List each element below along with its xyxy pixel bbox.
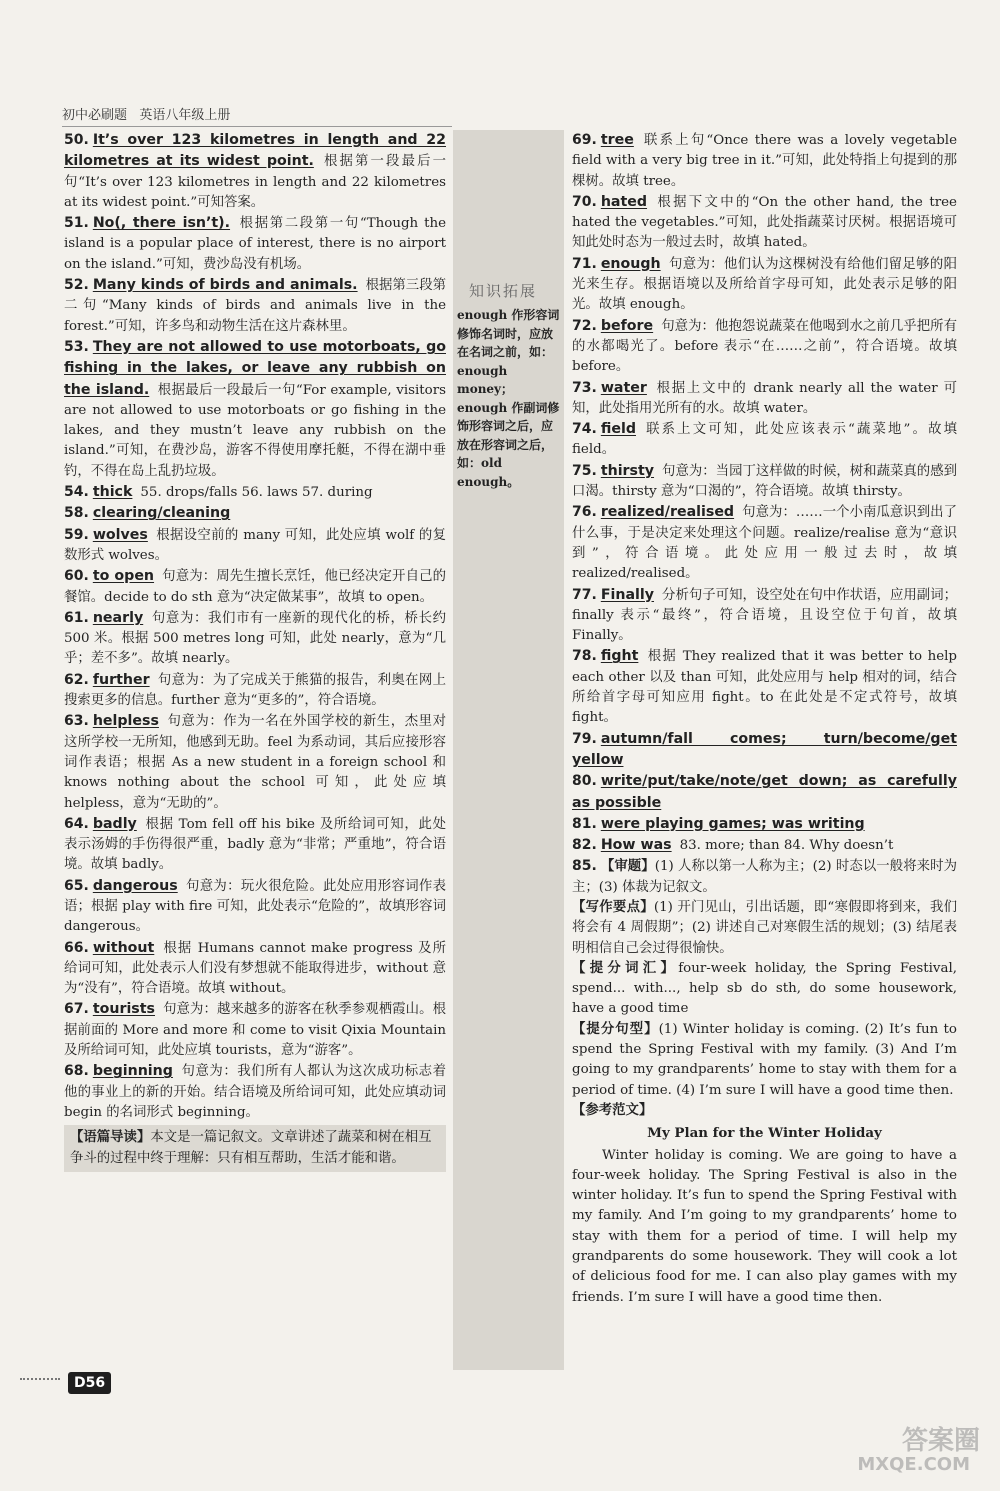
- item-explanation: 根据设空前的 many 可知，此处应填 wolf 的复数形式 wolves。: [64, 527, 446, 563]
- sidebar-text: enough 作形容词修饰名词时，应放在名词之前，如：enough money；enough 作副词修饰形容词之后，应放在形容词之后，如：old enough。: [457, 308, 560, 489]
- right-column: [572, 130, 957, 1308]
- item-number: 75.: [572, 462, 597, 479]
- subject-title: 英语八年级上册: [139, 108, 231, 123]
- item-number: 76.: [572, 504, 597, 521]
- item-answer: Finally: [600, 586, 655, 603]
- item-answer: nearly: [92, 609, 144, 626]
- knowledge-sidebar: [453, 130, 564, 1370]
- item-number: 68.: [64, 1063, 89, 1080]
- item-explanation: 句意为：为了完成关于熊猫的报告，利奥在网上搜索更多的信息。further 意为“更多的”，符合语境。: [64, 672, 446, 709]
- item-explanation: 句意为：他抱怨说蔬菜在他喝到水之前几乎把所有的水都喝光了。before 表示“在……之前”，符合语境。故填 before。: [572, 318, 957, 375]
- item-answer: It’s over 123 kilometres in length and 22 kilometres at its widest point.: [64, 132, 446, 170]
- answer-item: [64, 503, 446, 524]
- watermark-logo: 答案圈: [901, 1426, 980, 1456]
- item-explanation: 句意为：作为一名在外国学校的新生，杰里对这所学校一无所知，他感到无助。feel 为系动词，其后应接形容词作表语；根据 As a new student in a foreign school 和 knows nothing about the school 可知，此处应填 helpless，意为“无助的”。: [64, 714, 446, 811]
- item-number: 79.: [572, 730, 597, 747]
- item-answer: enough: [600, 255, 661, 272]
- left-column: [64, 130, 446, 1172]
- answer-item: [572, 835, 957, 856]
- item-answer: thick: [92, 484, 133, 501]
- item-answer: No(, there isn’t).: [92, 215, 231, 232]
- book-title: 初中必刷题: [62, 108, 128, 123]
- item-explanation: 句意为：我们所有人都认为这次成功标志着他的事业上的新的开始。结合语境及所给词可知，此处应填动词 begin 的名词形式 beginning。: [64, 1064, 446, 1120]
- answer-item: [64, 711, 446, 813]
- item-number: 54.: [64, 484, 89, 501]
- item-number: 61.: [64, 609, 89, 626]
- item-number: 67.: [64, 1001, 89, 1018]
- answer-item: [64, 938, 446, 1000]
- item-number: 50.: [64, 132, 89, 148]
- item-answer: autumn/fall comes; turn/become/get yellow: [572, 730, 957, 768]
- q85-vocab: [572, 959, 957, 1020]
- item-answer: helpless: [92, 713, 159, 730]
- item-number: 52.: [64, 277, 89, 294]
- item-answer: tourists: [92, 1001, 155, 1018]
- answer-item: [64, 275, 446, 337]
- answer-item: [572, 130, 957, 192]
- item-answer: thirsty: [600, 462, 655, 479]
- item-explanation: 根据第二段第一句“Though the island is a popular place of interest, there is no airport on the island.”可知，费沙岛没有机场。: [64, 216, 446, 272]
- item-answer: were playing games; was writing: [600, 815, 865, 832]
- item-number: 65.: [64, 877, 89, 894]
- answer-item: [572, 316, 957, 378]
- answer-item: [572, 771, 957, 814]
- answer-item: [64, 999, 446, 1061]
- item-answer: before: [600, 317, 654, 334]
- essay-body: Winter holiday is coming. We are going to have a four-week holiday. The Spring Festival is also in the winter holiday. It’s fun to spend the Spring Festival with my family. And I’m going to my grandparents’ home to stay with them for a period of time. I will help my grandparents do some housework. They will cook a lot of delicious food for me. I can also play games with my friends. I’m sure I will have a good time then.: [572, 1147, 957, 1305]
- item-explanation: 分析句子可知，设空处在句中作状语，应用副词；finally 表示“最终”，符合语境，且设空位于句首，故填 Finally。: [572, 587, 957, 644]
- answer-item: [64, 876, 446, 938]
- q85-points: [572, 898, 957, 959]
- item-answer: clearing/cleaning: [92, 505, 231, 522]
- answer-item: [572, 814, 957, 835]
- essay-title: My Plan for the Winter Holiday: [647, 1125, 882, 1142]
- q85-review: [572, 856, 957, 898]
- answer-item: [572, 502, 957, 584]
- q85-vocab-text: four-week holiday, the Spring Festival, spend... with..., help sb do sth, do some housework, have a good time: [572, 960, 957, 1017]
- item-answer: water: [600, 379, 647, 396]
- item-number: 80.: [572, 773, 597, 790]
- item-number: 74.: [572, 421, 597, 438]
- item-answer: wolves: [92, 526, 148, 543]
- item-answer: write/put/take/note/get down; as carefully as possible: [572, 773, 957, 811]
- item-explanation: 句意为：玩火很危险。此处应用形容词作表语；根据 play with fire 可知，此处表示“危险的”，故填形容词 dangerous。: [64, 878, 446, 935]
- item-explanation: 句意为：他们认为这棵树没有给他们留足够的阳光来生存。根据语境以及所给首字母可知，此处表示足够的阳光。故填 enough。: [572, 256, 957, 313]
- item-number: 71.: [572, 255, 597, 272]
- answer-item: [572, 585, 957, 647]
- q85-points-label: 【写作要点】: [572, 899, 654, 915]
- answer-item: [64, 525, 446, 567]
- q85-number: 85.: [572, 858, 597, 875]
- item-number: 58.: [64, 505, 89, 522]
- item-number: 62.: [64, 671, 89, 688]
- item-number: 70.: [572, 193, 597, 210]
- item-explanation: 根据第三段第二句“Many kinds of birds and animals live in the forest.”可知，许多鸟和动物生活在这片森林里。: [64, 278, 446, 334]
- page-number: D56: [68, 1372, 111, 1394]
- item-explanation: 55. drops/falls 56. laws 57. during: [140, 485, 373, 501]
- item-explanation: 联系上文可知，此处应该表示“蔬菜地”。故填 field。: [572, 422, 957, 458]
- reading-guide-text: 本文是一篇记叙文。文章讲述了蔬菜和树在相互争斗的过程中终于理解：只有相互帮助，生活才能和谐。: [70, 1130, 432, 1166]
- item-number: 53.: [64, 338, 89, 355]
- q85-review-text: (1) 人称以第一人称为主；(2) 时态以一般将来时为主；(3) 体裁为记叙文。: [572, 859, 958, 895]
- q85-review-label: 【审题】: [600, 859, 655, 875]
- item-explanation: 句意为：我们市有一座新的现代化的桥，桥长约 500 米。根据 500 metres long 可知，此处 nearly，意为“几乎；差不多”。故填 nearly。: [64, 610, 446, 667]
- answer-item: [572, 729, 957, 772]
- item-number: 60.: [64, 568, 89, 585]
- page-header: [62, 104, 230, 123]
- answer-item: [572, 254, 957, 316]
- answer-item: [64, 670, 446, 712]
- answer-item: [64, 337, 446, 482]
- watermark-url: MXQE.COM: [857, 1454, 970, 1475]
- item-answer: fight: [600, 648, 639, 665]
- item-answer: tree: [600, 132, 634, 148]
- item-explanation: 句意为：当园丁这样做的时候，树和蔬菜真的感到口渴。thirsty 意为“口渴的”，符合语境。故填 thirsty。: [572, 463, 957, 500]
- item-explanation: 根据下文中的“On the other hand, the tree hated the vegetables.”可知，此处指蔬菜讨厌树。根据语境可知此处时态为一般过去时，故填 hated。: [572, 194, 957, 251]
- answer-item: [64, 1061, 446, 1123]
- item-number: 81.: [572, 815, 597, 832]
- item-explanation: 根据 Humans cannot make progress 及所给词可知，此处表示人们没有梦想就不能取得进步，without 意为“没有”，符合语境。故填 without。: [64, 940, 446, 997]
- item-number: 78.: [572, 648, 597, 665]
- item-number: 77.: [572, 586, 597, 603]
- answer-item: [572, 461, 957, 503]
- header-rule: [62, 126, 452, 127]
- item-number: 59.: [64, 526, 89, 543]
- q85-sentences-label: 【提分句型】: [572, 1021, 659, 1037]
- answer-item: [64, 608, 446, 670]
- item-answer: to open: [92, 568, 155, 585]
- item-answer: Many kinds of birds and animals.: [92, 277, 358, 294]
- q85-sentences-text: (1) Winter holiday is coming. (2) It’s fun to spend the Spring Festival with my family. (3) And I’m going to my grandparents’ home to stay with them for a period of time. (4) I’m sure I will have a good time then.: [572, 1021, 957, 1098]
- item-explanation: 句意为：越来越多的游客在秋季参观栖霞山。根据前面的 More and more 和 come to visit Qixia Mountain 及所给词可知，此处应填 tourists，意为“游客”。: [64, 1002, 446, 1059]
- item-explanation: 根据上文中的 drank nearly all the water 可知，此处指用光所有的水。故填 water。: [572, 380, 957, 416]
- item-answer: hated: [600, 193, 648, 210]
- sidebar-title: 知识拓展: [469, 282, 538, 300]
- item-explanation: 根据 Tom fell off his bike 及所给词可知，此处表示汤姆的手伤得很严重，badly 意为“非常；严重地”，符合语境。故填 badly。: [64, 816, 446, 873]
- item-answer: badly: [92, 815, 137, 832]
- item-explanation: 根据 They realized that it was better to help each other 以及 than 可知，此处应用与 help 相对的词，结合所给首字母可知应用 fight。to 在此处是不定式符号，故填 fight。: [572, 649, 957, 726]
- item-explanation: 根据第一段最后一句“It’s over 123 kilometres in length and 22 kilometres at its widest point.”可知答案。: [64, 154, 446, 210]
- item-number: 82.: [572, 837, 597, 854]
- item-explanation: 根据最后一段最后一句“For example, visitors are not allowed to use motorboats or go fishing in the lakes, and they mustn’t leave any rubbish on the island.”可知，在费沙岛，游客不得使用摩托艇，不得在湖中垂钓，不得在岛上乱扔垃圾。: [64, 382, 446, 479]
- item-number: 64.: [64, 815, 89, 832]
- q85-sample-label: 【参考范文】: [572, 1102, 653, 1118]
- item-answer: dangerous: [92, 877, 178, 894]
- q85-points-text: (1) 开门见山，引出话题，即“寒假即将到来，我们将会有 4 周假期”；(2) 讲述自己对寒假生活的规划；(3) 结尾表明相信自己会过得很愉快。: [572, 899, 958, 956]
- item-explanation: 联系上句“Once there was a lovely vegetable field with a very big tree in it.”可知，此处特指上句提到的那棵树。故填 tree。: [572, 133, 957, 189]
- item-explanation: 83. more; than 84. Why doesn’t: [679, 838, 894, 854]
- reading-guide-box: [64, 1125, 446, 1172]
- q85-sentences: [572, 1020, 957, 1101]
- answer-item: [572, 378, 957, 420]
- item-answer: realized/realised: [600, 504, 735, 521]
- answer-item: [64, 482, 446, 503]
- item-number: 69.: [572, 132, 597, 148]
- reading-guide-label: 【语篇导读】: [70, 1130, 151, 1146]
- answer-item: [572, 419, 957, 461]
- item-answer: They are not allowed to use motorboats, go fishing in the lakes, or leave any rubbish on the island.: [64, 338, 446, 398]
- answer-item: [64, 566, 446, 608]
- answer-item: [572, 192, 957, 254]
- q85-vocab-label: 【提分词汇】: [572, 960, 679, 976]
- item-explanation: 句意为：……一个小南瓜意识到出了什么事，于是决定来处理这个问题。realize/realise 意为“意识到”，符合语境。此处应用一般过去时，故填 realized/realised。: [572, 505, 957, 582]
- item-number: 73.: [572, 379, 597, 396]
- item-answer: field: [600, 421, 636, 438]
- answer-item: [64, 213, 446, 275]
- item-answer: beginning: [92, 1063, 173, 1080]
- item-number: 51.: [64, 215, 89, 232]
- answer-item: [64, 130, 446, 213]
- item-number: 63.: [64, 713, 89, 730]
- item-answer: without: [92, 939, 155, 956]
- answer-item: [572, 646, 957, 728]
- item-explanation: 句意为：周先生擅长烹饪，他已经决定开自己的餐馆。decide to do sth 意为“决定做某事”，故填 to open。: [64, 569, 447, 605]
- answer-item: [64, 814, 446, 876]
- footer-dots: [20, 1378, 60, 1380]
- item-number: 66.: [64, 939, 89, 956]
- item-number: 72.: [572, 317, 597, 334]
- item-answer: further: [92, 671, 150, 688]
- item-answer: How was: [600, 837, 672, 854]
